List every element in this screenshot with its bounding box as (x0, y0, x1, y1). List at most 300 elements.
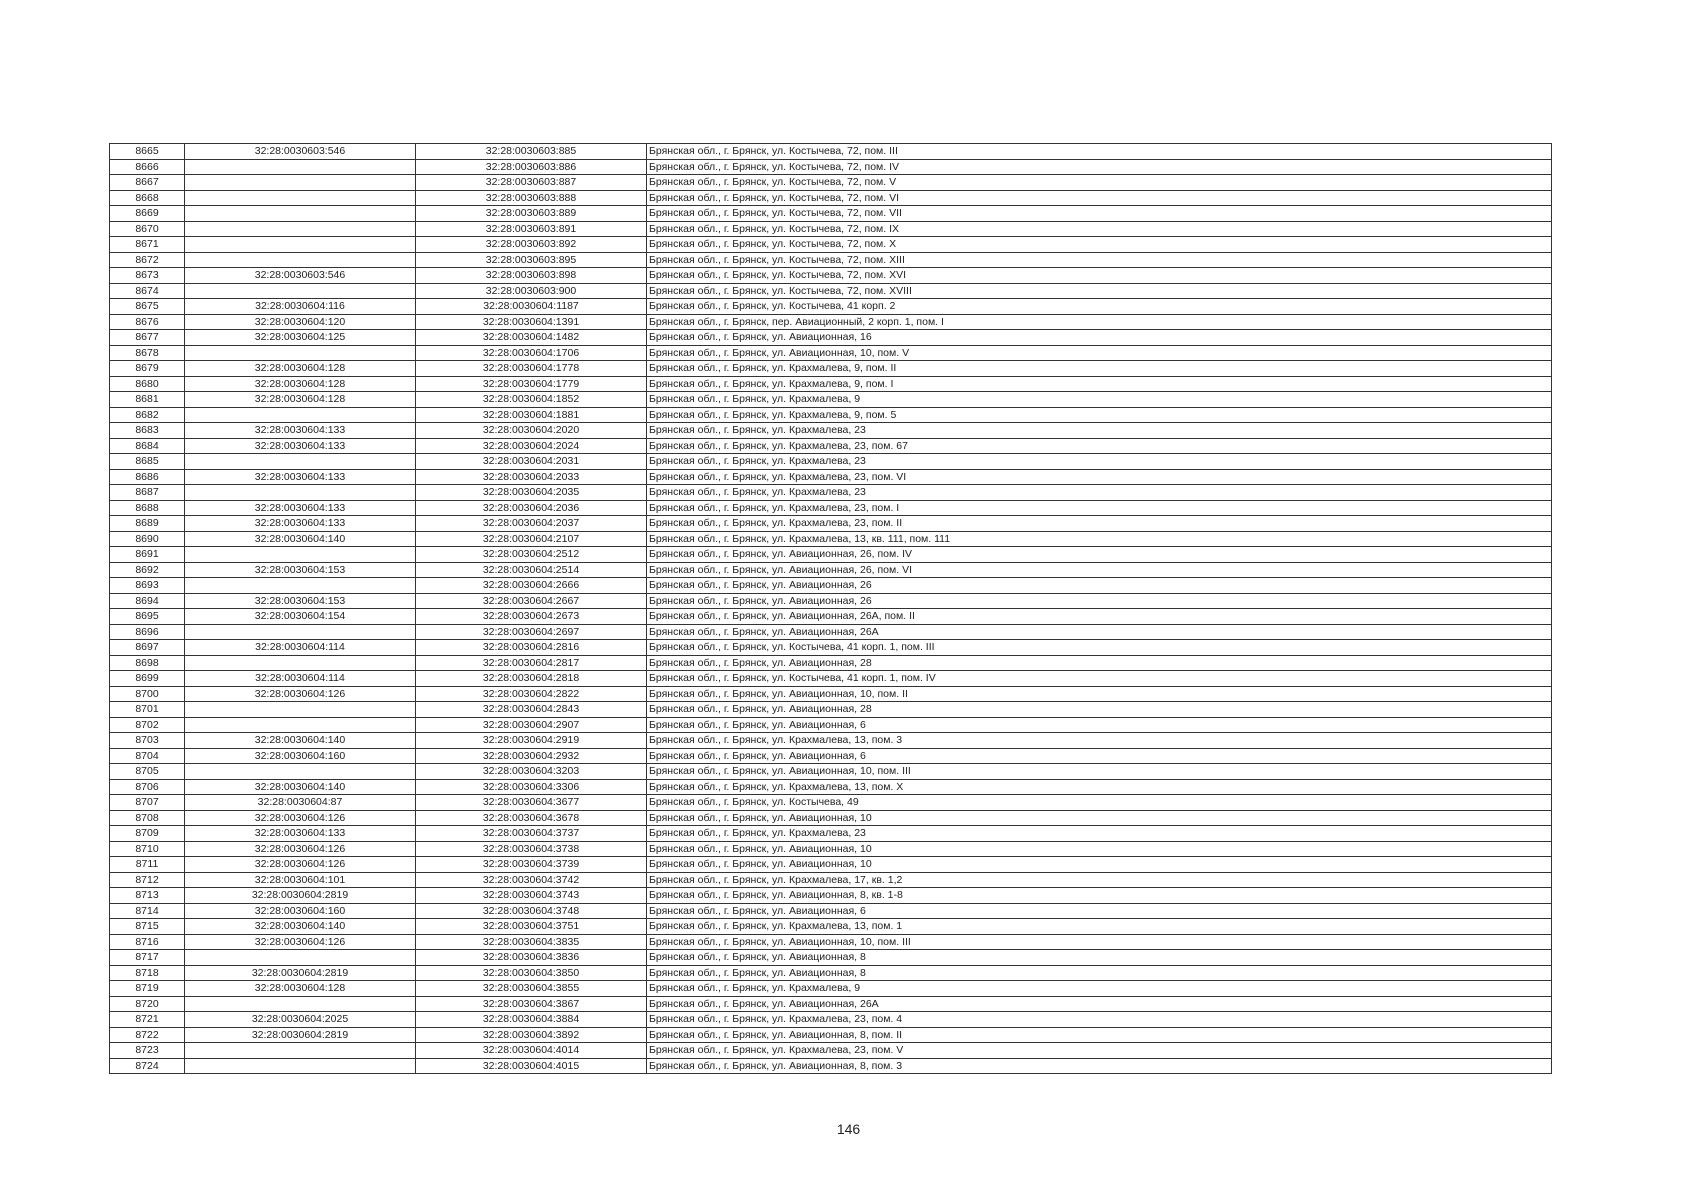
table-row (110, 423, 1552, 439)
table-row (110, 190, 1552, 206)
parent-cadastral-number-cell: 32:28:0030604:128 (185, 376, 416, 392)
address-cell: Брянская обл., г. Брянск, ул. Авиационная, 28 (647, 655, 1552, 671)
address-cell: Брянская обл., г. Брянск, ул. Крахмалева, 13, пом. 1 (647, 919, 1552, 935)
parent-cadastral-number-cell (185, 407, 416, 423)
table-row (110, 748, 1552, 764)
table-row (110, 330, 1552, 346)
cadastral-number-cell: 32:28:0030604:4014 (416, 1043, 647, 1059)
cadastral-number-cell: 32:28:0030604:2919 (416, 733, 647, 749)
address-cell: Брянская обл., г. Брянск, ул. Авиационная, 6 (647, 717, 1552, 733)
parent-cadastral-number-cell: 32:28:0030604:128 (185, 392, 416, 408)
row-number-cell: 8700 (110, 686, 185, 702)
cadastral-number-cell: 32:28:0030604:3836 (416, 950, 647, 966)
address-cell: Брянская обл., г. Брянск, ул. Крахмалева, 23 (647, 423, 1552, 439)
row-number-cell: 8701 (110, 702, 185, 718)
table-row (110, 159, 1552, 175)
address-cell: Брянская обл., г. Брянск, ул. Костычева, 72, пом. V (647, 175, 1552, 191)
address-cell: Брянская обл., г. Брянск, ул. Крахмалева, 23 (647, 826, 1552, 842)
row-number-cell: 8704 (110, 748, 185, 764)
address-cell: Брянская обл., г. Брянск, ул. Крахмалева, 17, кв. 1,2 (647, 872, 1552, 888)
cadastral-number-cell: 32:28:0030604:2932 (416, 748, 647, 764)
table-row (110, 609, 1552, 625)
parent-cadastral-number-cell: 32:28:0030604:2025 (185, 1012, 416, 1028)
cadastral-number-cell: 32:28:0030604:3738 (416, 841, 647, 857)
row-number-cell: 8719 (110, 981, 185, 997)
row-number-cell: 8669 (110, 206, 185, 222)
cadastral-number-cell: 32:28:0030604:3867 (416, 996, 647, 1012)
cadastral-number-cell: 32:28:0030604:3677 (416, 795, 647, 811)
address-cell: Брянская обл., г. Брянск, ул. Авиационная, 8 (647, 950, 1552, 966)
address-cell: Брянская обл., г. Брянск, ул. Костычева, 41 корп. 1, пом. III (647, 640, 1552, 656)
address-cell: Брянская обл., г. Брянск, ул. Авиационная, 16 (647, 330, 1552, 346)
cadastral-number-cell: 32:28:0030603:898 (416, 268, 647, 284)
table-row (110, 221, 1552, 237)
row-number-cell: 8684 (110, 438, 185, 454)
table-row (110, 345, 1552, 361)
parent-cadastral-number-cell: 32:28:0030604:126 (185, 857, 416, 873)
table-row (110, 857, 1552, 873)
table-row (110, 903, 1552, 919)
address-cell: Брянская обл., г. Брянск, ул. Костычева, 72, пом. XVIII (647, 283, 1552, 299)
parent-cadastral-number-cell: 32:28:0030604:140 (185, 531, 416, 547)
table-row (110, 516, 1552, 532)
row-number-cell: 8673 (110, 268, 185, 284)
parent-cadastral-number-cell: 32:28:0030603:546 (185, 144, 416, 160)
table-row (110, 547, 1552, 563)
parent-cadastral-number-cell (185, 221, 416, 237)
address-cell: Брянская обл., г. Брянск, ул. Авиационная, 6 (647, 903, 1552, 919)
table-row (110, 438, 1552, 454)
table-row (110, 593, 1552, 609)
page-number: 146 (836, 1121, 861, 1137)
cadastral-number-cell: 32:28:0030604:2667 (416, 593, 647, 609)
cadastral-number-cell: 32:28:0030603:888 (416, 190, 647, 206)
parent-cadastral-number-cell (185, 345, 416, 361)
cadastral-number-cell: 32:28:0030603:900 (416, 283, 647, 299)
parent-cadastral-number-cell: 32:28:0030604:126 (185, 841, 416, 857)
cadastral-number-cell: 32:28:0030604:2033 (416, 469, 647, 485)
row-number-cell: 8703 (110, 733, 185, 749)
cadastral-number-cell: 32:28:0030604:2673 (416, 609, 647, 625)
cadastral-number-cell: 32:28:0030604:2031 (416, 454, 647, 470)
cadastral-number-cell: 32:28:0030604:1778 (416, 361, 647, 377)
row-number-cell: 8693 (110, 578, 185, 594)
address-cell: Брянская обл., г. Брянск, ул. Костычева, 72, пом. IX (647, 221, 1552, 237)
cadastral-number-cell: 32:28:0030604:3203 (416, 764, 647, 780)
table-row (110, 454, 1552, 470)
row-number-cell: 8724 (110, 1058, 185, 1074)
row-number-cell: 8689 (110, 516, 185, 532)
cadastral-number-cell: 32:28:0030604:2024 (416, 438, 647, 454)
parent-cadastral-number-cell: 32:28:0030603:546 (185, 268, 416, 284)
table-row (110, 392, 1552, 408)
cadastral-number-cell: 32:28:0030604:1881 (416, 407, 647, 423)
cadastral-number-cell: 32:28:0030604:3739 (416, 857, 647, 873)
address-cell: Брянская обл., г. Брянск, ул. Крахмалева, 23, пом. VI (647, 469, 1552, 485)
address-cell: Брянская обл., г. Брянск, ул. Крахмалева, 23 (647, 485, 1552, 501)
cadastral-number-cell: 32:28:0030603:889 (416, 206, 647, 222)
table-row (110, 950, 1552, 966)
table-row (110, 144, 1552, 160)
parent-cadastral-number-cell (185, 454, 416, 470)
parent-cadastral-number-cell (185, 283, 416, 299)
table-row (110, 1012, 1552, 1028)
address-cell: Брянская обл., г. Брянск, пер. Авиационный, 2 корп. 1, пом. I (647, 314, 1552, 330)
cadastral-number-cell: 32:28:0030604:2822 (416, 686, 647, 702)
address-cell: Брянская обл., г. Брянск, ул. Авиационная, 10 (647, 841, 1552, 857)
row-number-cell: 8695 (110, 609, 185, 625)
row-number-cell: 8688 (110, 500, 185, 516)
table-row (110, 810, 1552, 826)
row-number-cell: 8668 (110, 190, 185, 206)
cadastral-number-cell: 32:28:0030603:886 (416, 159, 647, 175)
parent-cadastral-number-cell: 32:28:0030604:87 (185, 795, 416, 811)
table-row (110, 717, 1552, 733)
table-row (110, 206, 1552, 222)
cadastral-number-cell: 32:28:0030604:3892 (416, 1027, 647, 1043)
cadastral-number-cell: 32:28:0030604:1852 (416, 392, 647, 408)
parent-cadastral-number-cell: 32:28:0030604:126 (185, 934, 416, 950)
address-cell: Брянская обл., г. Брянск, ул. Костычева, 72, пом. X (647, 237, 1552, 253)
cadastral-number-cell: 32:28:0030604:2107 (416, 531, 647, 547)
cadastral-number-cell: 32:28:0030603:895 (416, 252, 647, 268)
table-row (110, 299, 1552, 315)
cadastral-number-cell: 32:28:0030604:3737 (416, 826, 647, 842)
row-number-cell: 8723 (110, 1043, 185, 1059)
address-cell: Брянская обл., г. Брянск, ул. Крахмалева, 23, пом. I (647, 500, 1552, 516)
parent-cadastral-number-cell: 32:28:0030604:101 (185, 872, 416, 888)
table-row (110, 655, 1552, 671)
address-cell: Брянская обл., г. Брянск, ул. Авиационная, 26, пом. IV (647, 547, 1552, 563)
parent-cadastral-number-cell (185, 252, 416, 268)
cadastral-number-cell: 32:28:0030604:1187 (416, 299, 647, 315)
parent-cadastral-number-cell (185, 175, 416, 191)
cadastral-number-cell: 32:28:0030604:2817 (416, 655, 647, 671)
parent-cadastral-number-cell: 32:28:0030604:133 (185, 826, 416, 842)
cadastral-number-cell: 32:28:0030604:1482 (416, 330, 647, 346)
parent-cadastral-number-cell (185, 237, 416, 253)
address-cell: Брянская обл., г. Брянск, ул. Костычева, 72, пом. III (647, 144, 1552, 160)
table-row (110, 671, 1552, 687)
table-row (110, 578, 1552, 594)
address-cell: Брянская обл., г. Брянск, ул. Костычева, 41 корп. 2 (647, 299, 1552, 315)
cadastral-number-cell: 32:28:0030604:3751 (416, 919, 647, 935)
cadastral-number-cell: 32:28:0030604:2818 (416, 671, 647, 687)
cadastral-number-cell: 32:28:0030603:891 (416, 221, 647, 237)
row-number-cell: 8670 (110, 221, 185, 237)
address-cell: Брянская обл., г. Брянск, ул. Крахмалева, 9, пом. 5 (647, 407, 1552, 423)
cadastral-number-cell: 32:28:0030604:3850 (416, 965, 647, 981)
cadastral-number-cell: 32:28:0030604:2843 (416, 702, 647, 718)
parent-cadastral-number-cell: 32:28:0030604:2819 (185, 965, 416, 981)
table-row (110, 934, 1552, 950)
parent-cadastral-number-cell (185, 702, 416, 718)
cadastral-number-cell: 32:28:0030604:1391 (416, 314, 647, 330)
table-row (110, 283, 1552, 299)
address-cell: Брянская обл., г. Брянск, ул. Костычева, 72, пом. XIII (647, 252, 1552, 268)
table-row (110, 252, 1552, 268)
row-number-cell: 8711 (110, 857, 185, 873)
table-body (110, 144, 1552, 1074)
parent-cadastral-number-cell: 32:28:0030604:2819 (185, 888, 416, 904)
parent-cadastral-number-cell (185, 190, 416, 206)
address-cell: Брянская обл., г. Брянск, ул. Авиационная, 26А (647, 996, 1552, 1012)
row-number-cell: 8715 (110, 919, 185, 935)
row-number-cell: 8713 (110, 888, 185, 904)
row-number-cell: 8680 (110, 376, 185, 392)
table-row (110, 826, 1552, 842)
table-row (110, 779, 1552, 795)
address-cell: Брянская обл., г. Брянск, ул. Авиационная, 8 (647, 965, 1552, 981)
cadastral-number-cell: 32:28:0030604:3678 (416, 810, 647, 826)
address-cell: Брянская обл., г. Брянск, ул. Авиационная, 10 (647, 857, 1552, 873)
address-cell: Брянская обл., г. Брянск, ул. Крахмалева, 9, пом. II (647, 361, 1552, 377)
parent-cadastral-number-cell (185, 578, 416, 594)
table-row (110, 888, 1552, 904)
row-number-cell: 8716 (110, 934, 185, 950)
parent-cadastral-number-cell (185, 717, 416, 733)
row-number-cell: 8698 (110, 655, 185, 671)
address-cell: Брянская обл., г. Брянск, ул. Костычева, 72, пом. XVI (647, 268, 1552, 284)
address-cell: Брянская обл., г. Брянск, ул. Авиационная, 26А, пом. II (647, 609, 1552, 625)
address-cell: Брянская обл., г. Брянск, ул. Авиационная, 26, пом. VI (647, 562, 1552, 578)
address-cell: Брянская обл., г. Брянск, ул. Костычева, 72, пом. VI (647, 190, 1552, 206)
parent-cadastral-number-cell: 32:28:0030604:133 (185, 516, 416, 532)
row-number-cell: 8682 (110, 407, 185, 423)
cadastral-number-cell: 32:28:0030604:2036 (416, 500, 647, 516)
table-row (110, 841, 1552, 857)
address-cell: Брянская обл., г. Брянск, ул. Крахмалева, 23, пом. 4 (647, 1012, 1552, 1028)
row-number-cell: 8676 (110, 314, 185, 330)
row-number-cell: 8674 (110, 283, 185, 299)
cadastral-number-cell: 32:28:0030604:2512 (416, 547, 647, 563)
row-number-cell: 8717 (110, 950, 185, 966)
address-cell: Брянская обл., г. Брянск, ул. Авиационная, 28 (647, 702, 1552, 718)
address-cell: Брянская обл., г. Брянск, ул. Костычева, 72, пом. IV (647, 159, 1552, 175)
parent-cadastral-number-cell (185, 485, 416, 501)
table-row (110, 268, 1552, 284)
address-cell: Брянская обл., г. Брянск, ул. Крахмалева, 23, пом. V (647, 1043, 1552, 1059)
address-cell: Брянская обл., г. Брянск, ул. Авиационная, 26 (647, 593, 1552, 609)
cadastral-number-cell: 32:28:0030604:3742 (416, 872, 647, 888)
parent-cadastral-number-cell: 32:28:0030604:133 (185, 500, 416, 516)
cadastral-number-cell: 32:28:0030604:2035 (416, 485, 647, 501)
table-row (110, 702, 1552, 718)
table-row (110, 795, 1552, 811)
parent-cadastral-number-cell (185, 1058, 416, 1074)
parent-cadastral-number-cell (185, 624, 416, 640)
table-row (110, 996, 1552, 1012)
table-row (110, 764, 1552, 780)
table-row (110, 531, 1552, 547)
cadastral-number-cell: 32:28:0030604:3743 (416, 888, 647, 904)
row-number-cell: 8667 (110, 175, 185, 191)
address-cell: Брянская обл., г. Брянск, ул. Костычева, 49 (647, 795, 1552, 811)
cadastral-number-cell: 32:28:0030604:2907 (416, 717, 647, 733)
table-row (110, 237, 1552, 253)
row-number-cell: 8687 (110, 485, 185, 501)
row-number-cell: 8718 (110, 965, 185, 981)
address-cell: Брянская обл., г. Брянск, ул. Костычева, 41 корп. 1, пом. IV (647, 671, 1552, 687)
address-cell: Брянская обл., г. Брянск, ул. Авиационная, 10, пом. III (647, 934, 1552, 950)
table-row (110, 624, 1552, 640)
cadastral-number-cell: 32:28:0030603:885 (416, 144, 647, 160)
parent-cadastral-number-cell: 32:28:0030604:154 (185, 609, 416, 625)
cadastral-number-cell: 32:28:0030604:2816 (416, 640, 647, 656)
address-cell: Брянская обл., г. Брянск, ул. Крахмалева, 13, пом. 3 (647, 733, 1552, 749)
row-number-cell: 8692 (110, 562, 185, 578)
address-cell: Брянская обл., г. Брянск, ул. Крахмалева, 23 (647, 454, 1552, 470)
table-row (110, 1058, 1552, 1074)
address-cell: Брянская обл., г. Брянск, ул. Авиационная, 10, пом. III (647, 764, 1552, 780)
parent-cadastral-number-cell: 32:28:0030604:140 (185, 779, 416, 795)
cadastral-number-cell: 32:28:0030604:1706 (416, 345, 647, 361)
parent-cadastral-number-cell (185, 655, 416, 671)
row-number-cell: 8710 (110, 841, 185, 857)
row-number-cell: 8714 (110, 903, 185, 919)
row-number-cell: 8683 (110, 423, 185, 439)
parent-cadastral-number-cell (185, 1043, 416, 1059)
table-row (110, 500, 1552, 516)
row-number-cell: 8672 (110, 252, 185, 268)
address-cell: Брянская обл., г. Брянск, ул. Крахмалева, 13, кв. 111, пом. 111 (647, 531, 1552, 547)
cadastral-number-cell: 32:28:0030604:3835 (416, 934, 647, 950)
table-row (110, 965, 1552, 981)
parent-cadastral-number-cell (185, 996, 416, 1012)
parent-cadastral-number-cell: 32:28:0030604:140 (185, 733, 416, 749)
parent-cadastral-number-cell: 32:28:0030604:125 (185, 330, 416, 346)
parent-cadastral-number-cell: 32:28:0030604:160 (185, 903, 416, 919)
parent-cadastral-number-cell (185, 950, 416, 966)
cadastral-number-cell: 32:28:0030604:3306 (416, 779, 647, 795)
row-number-cell: 8699 (110, 671, 185, 687)
cadastral-number-cell: 32:28:0030603:887 (416, 175, 647, 191)
parent-cadastral-number-cell: 32:28:0030604:153 (185, 593, 416, 609)
cadastral-number-cell: 32:28:0030604:3748 (416, 903, 647, 919)
address-cell: Брянская обл., г. Брянск, ул. Крахмалева, 23, пом. 67 (647, 438, 1552, 454)
row-number-cell: 8694 (110, 593, 185, 609)
table-row (110, 686, 1552, 702)
parent-cadastral-number-cell: 32:28:0030604:128 (185, 361, 416, 377)
address-cell: Брянская обл., г. Брянск, ул. Авиационная, 6 (647, 748, 1552, 764)
parent-cadastral-number-cell: 32:28:0030604:120 (185, 314, 416, 330)
address-cell: Брянская обл., г. Брянск, ул. Крахмалева, 9, пом. I (647, 376, 1552, 392)
parent-cadastral-number-cell: 32:28:0030604:133 (185, 423, 416, 439)
cadastral-table (109, 143, 1552, 1074)
row-number-cell: 8696 (110, 624, 185, 640)
parent-cadastral-number-cell: 32:28:0030604:128 (185, 981, 416, 997)
parent-cadastral-number-cell: 32:28:0030604:126 (185, 686, 416, 702)
table-row (110, 1043, 1552, 1059)
address-cell: Брянская обл., г. Брянск, ул. Крахмалева, 9 (647, 392, 1552, 408)
parent-cadastral-number-cell: 32:28:0030604:126 (185, 810, 416, 826)
cadastral-number-cell: 32:28:0030604:2514 (416, 562, 647, 578)
parent-cadastral-number-cell: 32:28:0030604:114 (185, 671, 416, 687)
row-number-cell: 8720 (110, 996, 185, 1012)
table-row (110, 175, 1552, 191)
row-number-cell: 8706 (110, 779, 185, 795)
parent-cadastral-number-cell: 32:28:0030604:114 (185, 640, 416, 656)
address-cell: Брянская обл., г. Брянск, ул. Костычева, 72, пом. VII (647, 206, 1552, 222)
row-number-cell: 8709 (110, 826, 185, 842)
address-cell: Брянская обл., г. Брянск, ул. Крахмалева, 9 (647, 981, 1552, 997)
table-row (110, 872, 1552, 888)
parent-cadastral-number-cell: 32:28:0030604:160 (185, 748, 416, 764)
row-number-cell: 8685 (110, 454, 185, 470)
cadastral-number-cell: 32:28:0030604:1779 (416, 376, 647, 392)
table-row (110, 361, 1552, 377)
parent-cadastral-number-cell (185, 764, 416, 780)
address-cell: Брянская обл., г. Брянск, ул. Авиационная, 10, пом. II (647, 686, 1552, 702)
row-number-cell: 8679 (110, 361, 185, 377)
table-row (110, 314, 1552, 330)
address-cell: Брянская обл., г. Брянск, ул. Авиационная, 8, пом. 3 (647, 1058, 1552, 1074)
table-row (110, 562, 1552, 578)
cadastral-number-cell: 32:28:0030604:2037 (416, 516, 647, 532)
table-row (110, 469, 1552, 485)
cadastral-number-cell: 32:28:0030603:892 (416, 237, 647, 253)
parent-cadastral-number-cell: 32:28:0030604:140 (185, 919, 416, 935)
table-row (110, 485, 1552, 501)
table-row (110, 919, 1552, 935)
parent-cadastral-number-cell (185, 547, 416, 563)
table-row (110, 1027, 1552, 1043)
row-number-cell: 8681 (110, 392, 185, 408)
address-cell: Брянская обл., г. Брянск, ул. Авиационная, 10 (647, 810, 1552, 826)
row-number-cell: 8708 (110, 810, 185, 826)
address-cell: Брянская обл., г. Брянск, ул. Крахмалева, 23, пом. II (647, 516, 1552, 532)
row-number-cell: 8691 (110, 547, 185, 563)
row-number-cell: 8690 (110, 531, 185, 547)
row-number-cell: 8675 (110, 299, 185, 315)
row-number-cell: 8666 (110, 159, 185, 175)
parent-cadastral-number-cell: 32:28:0030604:153 (185, 562, 416, 578)
address-cell: Брянская обл., г. Брянск, ул. Авиационная, 8, кв. 1-8 (647, 888, 1552, 904)
table-row (110, 640, 1552, 656)
table-row (110, 733, 1552, 749)
cadastral-number-cell: 32:28:0030604:2697 (416, 624, 647, 640)
table-row (110, 981, 1552, 997)
row-number-cell: 8665 (110, 144, 185, 160)
table-row (110, 407, 1552, 423)
row-number-cell: 8671 (110, 237, 185, 253)
parent-cadastral-number-cell (185, 206, 416, 222)
parent-cadastral-number-cell: 32:28:0030604:133 (185, 438, 416, 454)
cadastral-number-cell: 32:28:0030604:2666 (416, 578, 647, 594)
cadastral-number-cell: 32:28:0030604:2020 (416, 423, 647, 439)
row-number-cell: 8697 (110, 640, 185, 656)
row-number-cell: 8677 (110, 330, 185, 346)
cadastral-number-cell: 32:28:0030604:3855 (416, 981, 647, 997)
parent-cadastral-number-cell: 32:28:0030604:2819 (185, 1027, 416, 1043)
row-number-cell: 8712 (110, 872, 185, 888)
cadastral-number-cell: 32:28:0030604:3884 (416, 1012, 647, 1028)
parent-cadastral-number-cell: 32:28:0030604:116 (185, 299, 416, 315)
row-number-cell: 8707 (110, 795, 185, 811)
address-cell: Брянская обл., г. Брянск, ул. Авиационная, 26А (647, 624, 1552, 640)
parent-cadastral-number-cell: 32:28:0030604:133 (185, 469, 416, 485)
row-number-cell: 8686 (110, 469, 185, 485)
address-cell: Брянская обл., г. Брянск, ул. Авиационная, 10, пом. V (647, 345, 1552, 361)
table-row (110, 376, 1552, 392)
cadastral-number-cell: 32:28:0030604:4015 (416, 1058, 647, 1074)
row-number-cell: 8722 (110, 1027, 185, 1043)
address-cell: Брянская обл., г. Брянск, ул. Авиационная, 26 (647, 578, 1552, 594)
address-cell: Брянская обл., г. Брянск, ул. Авиационная, 8, пом. II (647, 1027, 1552, 1043)
parent-cadastral-number-cell (185, 159, 416, 175)
row-number-cell: 8678 (110, 345, 185, 361)
row-number-cell: 8721 (110, 1012, 185, 1028)
